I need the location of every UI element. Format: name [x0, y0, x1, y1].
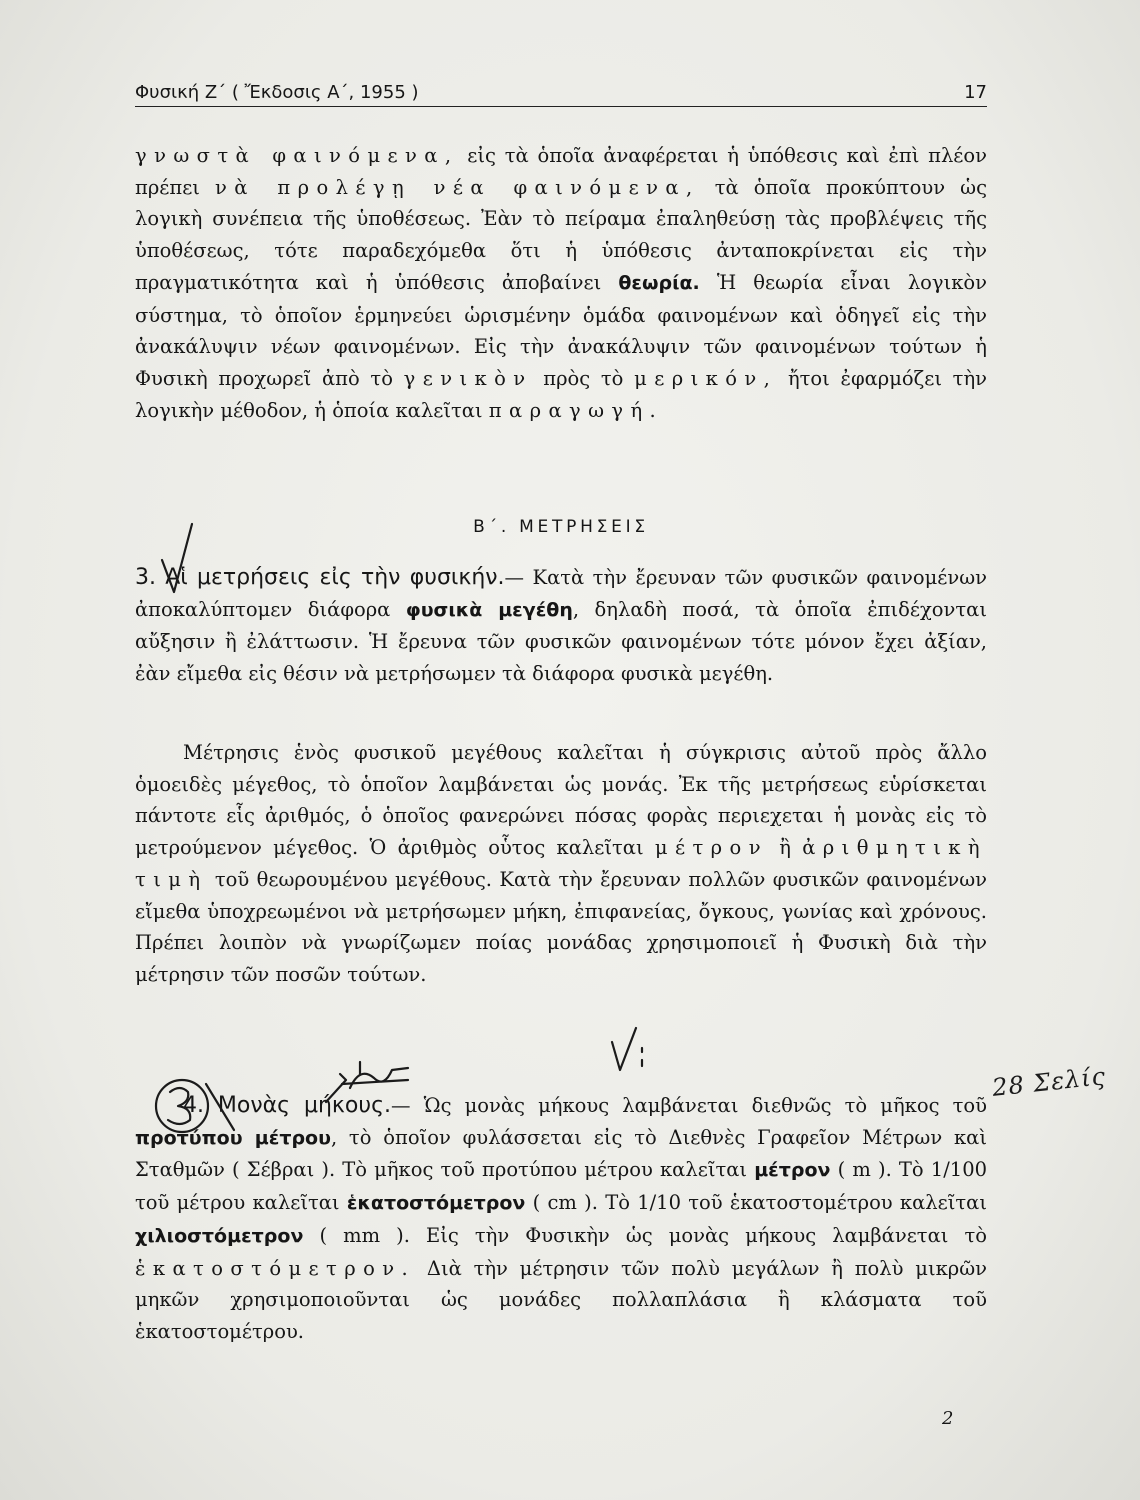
text-run: τὰ ὁποῖα προκύπτουν ὡς λογικὴ συνέπεια τῆς ὑποθέσεως. Ἐὰν τὸ πείραμα ἐπαληθεύσῃ τὰς προβλέψεις τῆς ὑποθέσεως, τότε παραδεχόμεθα ὅτι ἡ ὑπόθεσις ἀνταποκρίνεται εἰς τὴν πραγματικότητα καὶ ἡ ὑπόθεσις ἀποβαίνει — [135, 175, 987, 294]
text-run: Διὰ τὴν μέτρησιν τῶν πολὺ μεγάλων ἢ πολὺ μικρῶν μηκῶν χρησιμοποιοῦνται ὡς μονάδες πολλαπλάσια ἢ κλάσματα τοῦ ἑκατοστομέτρου. — [135, 1256, 987, 1343]
spaced-word: μερικόν, — [634, 366, 778, 390]
section-heading: Β΄. ΜΕΤΡΗΣΕΙΣ — [473, 517, 649, 537]
bold-term: ἑκατοστόμετρον — [346, 1192, 526, 1215]
text-run: ἤτοι ἐφαρμόζει τὴν λογικὴν μέθοδον, ἡ ὁποία καλεῖται — [135, 366, 987, 422]
handwritten-checkmark — [158, 518, 198, 598]
spaced-phrase: ἀριθμητικὴ τιμὴ — [135, 836, 987, 891]
footer-signature-number: 2 — [942, 1408, 954, 1429]
handwritten-circled-number — [150, 1072, 350, 1162]
header-title: Φυσική Ζ΄ ( Ἔκδοσις Α΄, 1955 ) — [135, 82, 419, 103]
running-header — [135, 82, 987, 107]
spaced-phrase: γνωστὰ φαινόμενα, — [135, 144, 459, 167]
spaced-word: γενικὸν — [403, 366, 533, 390]
text-run: Ἡ θεωρία εἶναι λογικὸν σύστημα, τὸ ὁποῖον ἑρμηνεύει ὡρισμένην ὁμάδα φαινομένων καὶ ὁδηγεῖ εἰς τὴν ἀνακάλυψιν νέων φαινομένων. Εἰς τὴν ἀνακάλυψιν τῶν φαινομένων τούτων ἡ Φυσικὴ προχωρεῖ ἀπὸ τὸ — [135, 270, 988, 390]
bold-term: θεωρία. — [618, 271, 700, 294]
text-run: εἰς τὰ ὁποῖα ἀναφέρεται ἡ ὑπόθεσις καὶ ἐπὶ πλέον πρέπει — [135, 144, 988, 199]
bold-term: χιλιοστόμετρον — [135, 1224, 304, 1247]
spaced-word: ἑκατοστόμετρον. — [135, 1256, 416, 1280]
paragraph-measurements — [135, 562, 987, 690]
bold-term: προτύπου μέτρου — [135, 1126, 331, 1149]
text-run: ( cm ). Τὸ 1/10 τοῦ ἑκατοστομέτρου καλεῖται — [525, 1191, 987, 1215]
spaced-phrase: νὰ προλέγῃ νέα φαινόμενα, — [215, 175, 700, 199]
handwritten-strikeout — [330, 1058, 420, 1098]
subsection-title: 4. Μονὰς μήκους. — [183, 1093, 391, 1118]
text-run: — Κατὰ τὴν ἔρευναν τῶν φυσικῶν φαινομένων ἀποκαλύπτομεν διάφορα — [135, 566, 987, 621]
text-run: πρὸς τὸ — [532, 366, 635, 390]
spaced-word: μέτρον — [654, 836, 768, 860]
text-run: , δηλαδὴ ποσά, τὰ ὁποῖα ἐπιδέχονται αὔξησιν ἢ ἐλάττωσιν. Ἡ ἔρευνα τῶν φυσικῶν φαινομένων τότε μόνον ἔχει ἀξίαν, ἐὰν εἴμεθα εἰς θέσιν νὰ μετρήσωμεν τὰ διάφορα φυσικὰ μεγέθη. — [135, 597, 987, 686]
text-run: ( m ). Τὸ 1/100 τοῦ μέτρου καλεῖται — [135, 1158, 988, 1215]
subsection-title: 3. Αἱ μετρήσεις εἰς τὴν φυσικήν. — [135, 565, 505, 590]
text-run: ( mm ). Εἰς τὴν Φυσικὴν ὡς μονὰς μήκους λαμβάνεται τὸ — [303, 1223, 987, 1247]
text-run: ἢ — [767, 836, 803, 860]
spaced-word: παραγωγή. — [488, 398, 664, 422]
paragraph-measurement-definition — [135, 737, 987, 991]
text-run: τοῦ θεωρουμένου μεγέθους. Κατὰ τὴν ἔρευναν πολλῶν φυσικῶν φαινομένων εἴμεθα ὑποχρεωμένοι νὰ μετρήσωμεν μήκη, ἐπιφανείας, ὄγκους, γωνίας καὶ χρόνους. Πρέπει λοιπὸν νὰ γνωρίζωμεν ποίας μονάδας χρησιμοποιεῖ ἡ Φυσικὴ διὰ τὴν μέτρησιν τῶν ποσῶν τούτων. — [135, 867, 987, 986]
paragraph-theory — [135, 140, 987, 426]
bold-term: μέτρον — [754, 1159, 831, 1182]
text-run: — Ὡς μονὰς μήκους λαμβάνεται διεθνῶς τὸ μῆκος τοῦ — [390, 1094, 987, 1117]
handwritten-margin-note: 28 Σελίς — [990, 1062, 1108, 1102]
text-run: Μέτρησις ἑνὸς φυσικοῦ μεγέθους καλεῖται ἡ σύγκρισις αὐτοῦ πρὸς ἄλλο ὁμοειδὲς μέγεθος, τὸ ὁποῖον λαμβάνεται ὡς μονάς. Ἐκ τῆς μετρήσεως εὑρίσκεται πάντοτε εἷς ἀριθμός, ὁ ὁποῖος φανερώνει πόσας φορὰς περιεχεται ἡ μονὰς εἰς τὸ μετρούμενον μέγεθος. Ὁ ἀριθμὸς οὗτος καλεῖται — [135, 741, 987, 860]
text-run: , τὸ ὁποῖον φυλάσσεται εἰς τὸ Διεθνὲς Γραφεῖον Μέτρων καὶ Σταθμῶν ( Σέβραι ). Τὸ μῆκος τοῦ προτύπου μέτρου καλεῖται — [135, 1125, 987, 1182]
handwritten-checkmark — [606, 1022, 646, 1078]
page-number: 17 — [964, 82, 987, 103]
bold-term: φυσικὰ μεγέθη — [405, 598, 573, 621]
